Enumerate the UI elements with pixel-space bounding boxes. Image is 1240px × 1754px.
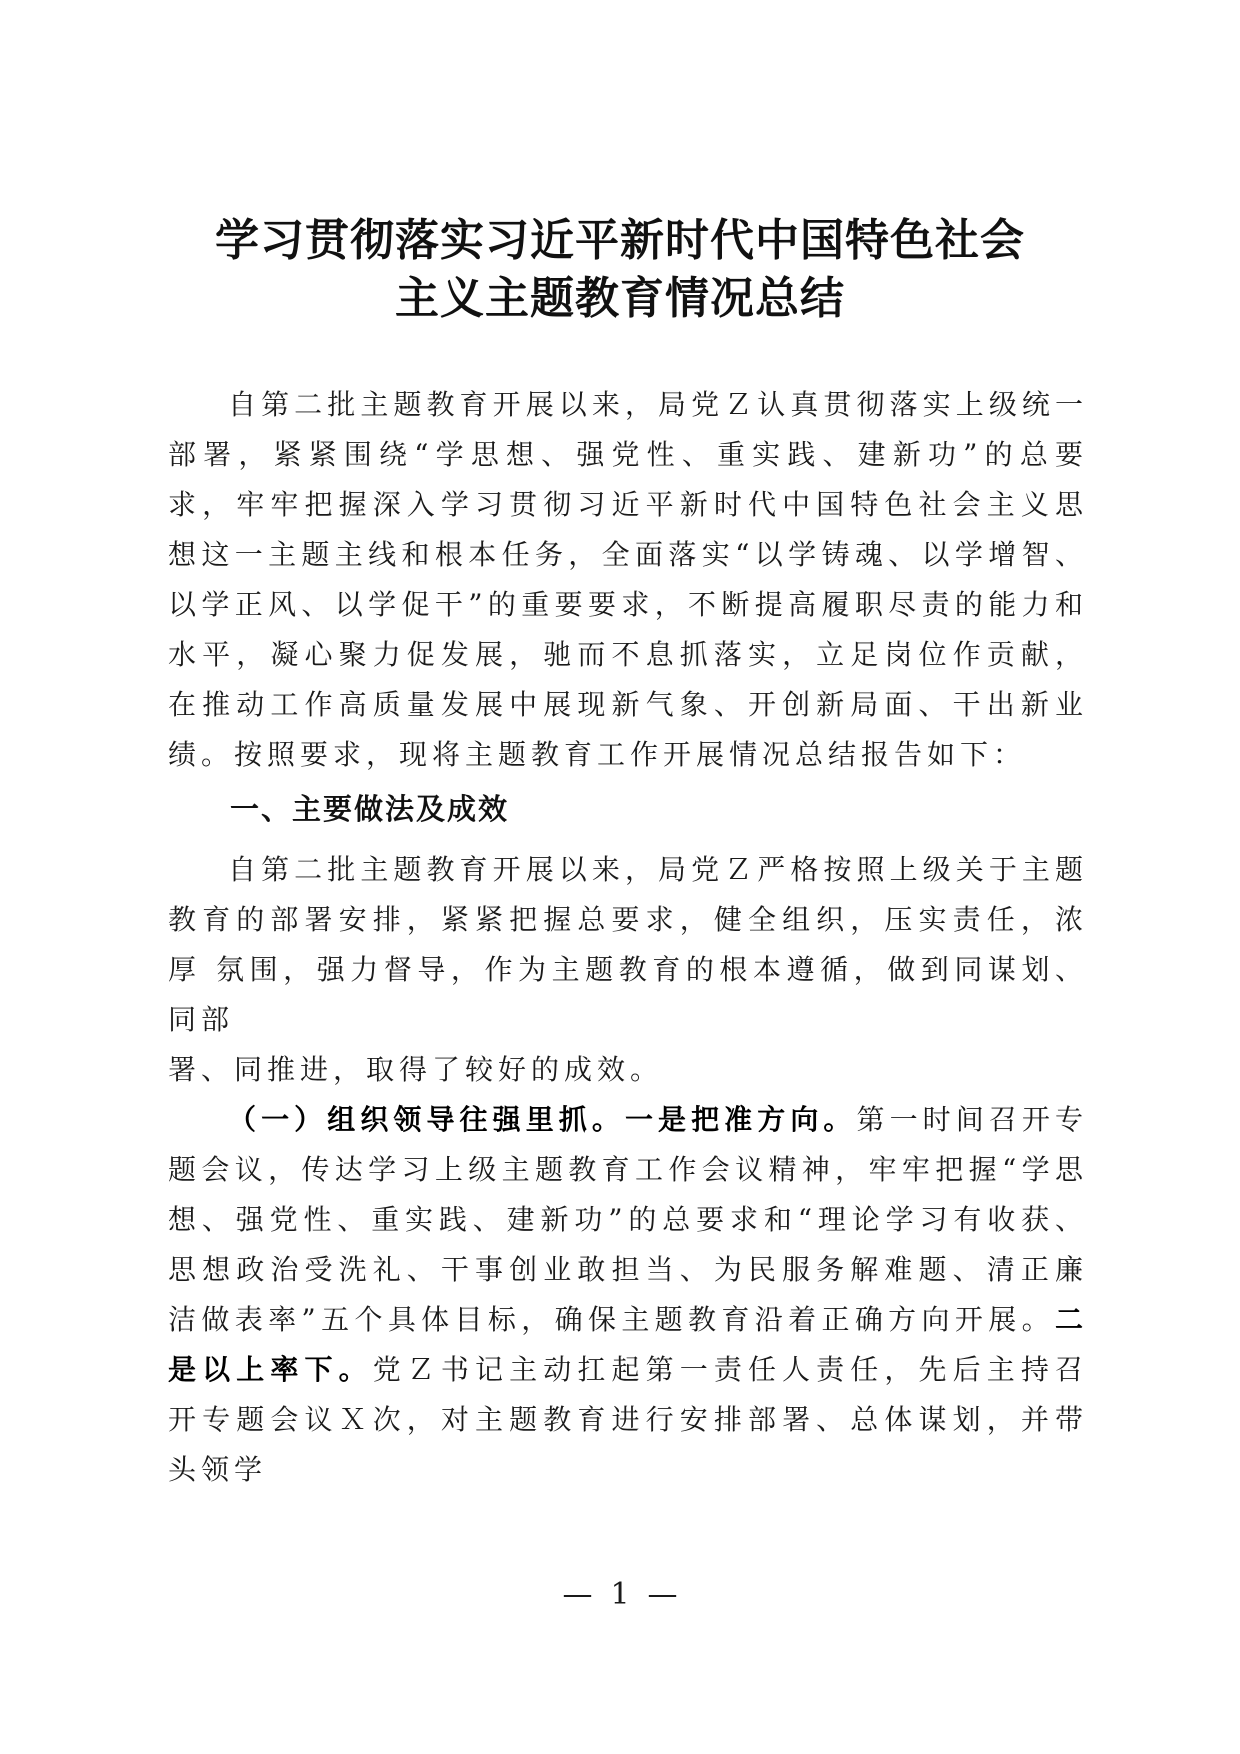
section-heading-1: 一、主要做法及成效 (230, 792, 510, 826)
paragraph-intro: 自第二批主题教育开展以来，局党Ｚ认真贯彻落实上级统一部署，紧紧围绕“学思想、强党性、重实践、建新功”的总要求，牢牢把握深入学习贯彻习近平新时代中国特色社会主义思想这一主题主线和根本任务，全面落实“以学铸魂、以学增智、以学正风、以学促干”的重要要求，不断提高履职尽责的能力和水平，凝心聚力促发展，驰而不息抓落实，立足岗位作贡献，在推动工作高质量发展中展现新气象、开创新局面、干出新业绩。按照要求，现将主题教育工作开展情况总结报告如下： (168, 388, 1088, 771)
bold-subheading-2: 二是以上率下。 (168, 1303, 1088, 1386)
paragraph-text-1: 第一时间召开专题会议，传达学习上级主题教育工作会议精神，牢牢把握“学思想、强党性、重实践、建新功”的总要求和“理论学习有收获、思想政治受洗礼、干事创业敢担当、为民服务解难题、清正廉洁做表率”五个具体目标，确保主题教育沿着正确方向开展。 (168, 1103, 1088, 1336)
paragraph-text-2: 党Ｚ书记主动扛起第一责任人责任，先后主持召开专题会议Ｘ次，对主题教育进行安排部署、总体谋划，并带头领学 (168, 1353, 1088, 1486)
document-title-line-2: 主义主题教育情况总结 (395, 273, 845, 324)
page-number: 1 (610, 1577, 630, 1612)
footer-dash-left: — (562, 1577, 593, 1612)
paragraph-section-1-intro: 自第二批主题教育开展以来，局党Ｚ严格按照上级关于主题 教育的部署安排，紧紧把握总要求，健全组织，压实责任，浓厚 氛围，强力督导，作为主题教育的根本遵循，做到同谋划、同部 (168, 853, 1088, 1036)
document-title-line-1: 学习贯彻落实习近平新时代中国特色社会 (215, 215, 1025, 266)
bold-subheading-1: （一）组织领导往强里抓。一是把准方向。 (228, 1103, 857, 1136)
paragraph-section-1-intro-continued: 署、同推进，取得了较好的成效。 (168, 1053, 664, 1086)
page-footer (0, 1575, 1240, 1615)
paragraph-organization-leadership (168, 1095, 1088, 1495)
footer-dash-right: — (647, 1577, 678, 1612)
